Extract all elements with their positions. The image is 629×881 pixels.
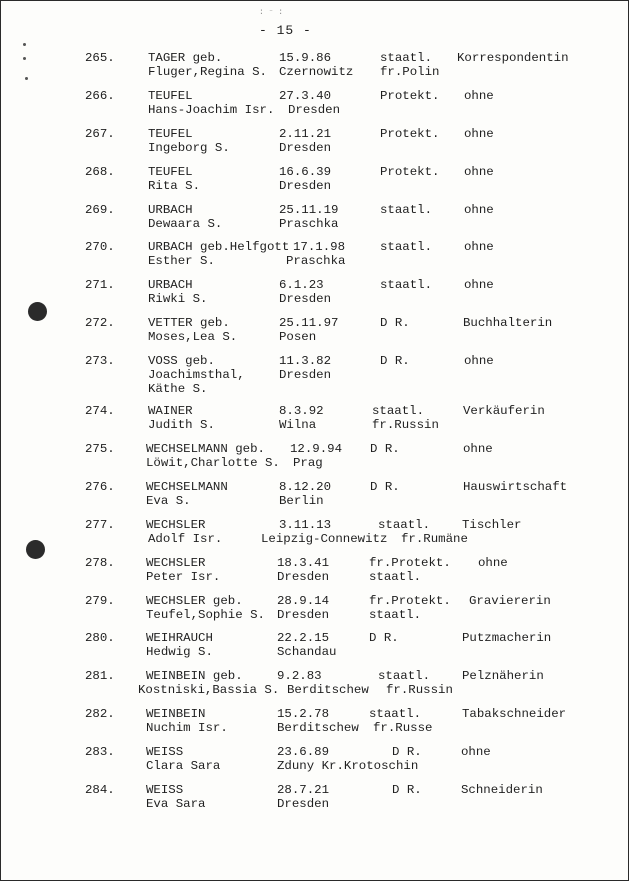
list-item [1,274,629,312]
entry-occupation: Buchhalterin [463,316,553,331]
list-item [1,590,629,628]
entry-occupation: Hauswirtschaft [463,479,568,494]
entry-birth-date: 15.9.86 [279,51,332,65]
entry-given-name: Teufel,Sophie S. [146,607,265,622]
entry-given-name: Joachimsthal, [148,368,245,383]
entry-surname: VOSS geb. [148,354,215,369]
entry-birth-place: Schandau [277,645,337,660]
entry-nationality: staatl. [378,517,431,532]
entry-birth-date: 23.6.89 [277,745,330,760]
entry-birth-date: 28.7.21 [277,783,330,798]
entry-occupation: ohne [464,240,494,255]
list-item [1,85,629,123]
entry-birth-place: Leipzig-Connewitz [261,531,388,546]
entry-birth-date: 6.1.23 [279,278,324,293]
entry-nationality: D R. [370,479,400,494]
entry-nationality: staatl. [369,707,422,722]
entry-number: 267. [85,126,115,141]
entry-occupation: Putzmacherin [462,631,552,646]
list-item [1,47,629,85]
entries-list [1,47,629,817]
list-item [1,123,629,161]
entry-birth-place: Dresden [277,607,330,622]
entry-nationality: staatl. [380,278,433,293]
entry-birth-date: 28.9.14 [277,593,330,608]
entry-surname: VETTER geb. [148,316,230,331]
entry-birth-place: Dresden [277,569,330,584]
entry-number: 272. [85,316,115,331]
entry-given-name: Eva Sara [146,797,206,812]
entry-surname: TAGER geb. [148,51,223,65]
entry-birth-place: Wilna [279,418,317,433]
entry-given-name: Dewaara S. [148,216,223,231]
entry-number: 280. [85,631,115,646]
list-item [1,665,629,703]
entry-birth-place: Prag [293,456,323,471]
entry-number: 273. [85,354,115,369]
entry-nationality: D R. [380,354,410,369]
page-number: - 15 - [259,23,312,38]
entry-given-name: Judith S. [148,418,215,433]
entry-birth-date: 17.1.98 [293,240,346,255]
entry-given-name: Esther S. [148,254,215,269]
entry-birth-date: 16.6.39 [279,164,332,179]
entry-number: 278. [85,555,115,570]
list-item [1,400,629,438]
entry-birth-place: Berlin [279,493,324,508]
entry-birth-place: Dresden [279,368,332,383]
entry-occupation: Verkäuferin [463,404,545,419]
entry-birth-date: 25.11.97 [279,316,339,331]
list-item [1,438,629,476]
entry-given-name: Löwit,Charlotte S. [146,456,280,471]
entry-surname: WEISS [146,745,184,760]
list-item [1,199,629,237]
entry-occupation: Graviererin [469,593,551,608]
entry-number: 274. [85,404,115,419]
entry-number: 279. [85,593,115,608]
entry-occupation: ohne [464,164,494,179]
entry-occupation: Tischler [462,517,522,532]
entry-surname: WECHSLER geb. [146,593,243,608]
entry-given-name: Rita S. [148,178,201,193]
entry-birth-place: Berditschew [277,721,359,736]
entry-birth-date: 18.3.41 [277,555,330,570]
entry-birth-place: Czernowitz [279,65,354,79]
entry-nationality: Protekt. [380,126,440,141]
entry-number: 275. [85,442,115,457]
entry-nationality-note: fr.Polin [380,65,440,79]
entry-number: 265. [85,51,115,65]
list-item [1,161,629,199]
entry-nationality-note: fr.Rumäne [401,531,468,546]
entry-surname: URBACH [148,278,193,293]
entry-given-name: Fluger,Regina S. [148,65,267,79]
entry-given-name: Eva S. [146,493,191,508]
entry-nationality: Protekt. [380,88,440,103]
entry-birth-place: Dresden [277,797,330,812]
entry-nationality: fr.Protekt. [369,555,451,570]
entry-nationality: D R. [392,783,422,798]
entry-nationality: D R. [369,631,399,646]
entry-surname: WECHSLER [146,555,206,570]
top-marks: : ⁻ : [259,8,284,17]
entry-birth-place: Berditschew [287,683,369,698]
entry-nationality: staatl. [380,240,433,255]
entry-surname: WEINBEIN geb. [146,669,243,684]
entry-surname: WECHSLER [146,517,206,532]
entry-number: 284. [85,783,115,798]
entry-nationality: staatl. [372,404,425,419]
entry-given-name: Hans-Joachim Isr. [148,102,275,117]
entry-surname: URBACH geb.Helfgott [148,240,290,255]
entry-birth-place: Praschka [286,254,346,269]
list-item [1,552,629,590]
entry-surname: TEUFEL [148,88,193,103]
entry-occupation: ohne [464,126,494,141]
list-item [1,312,629,350]
list-item [1,476,629,514]
entry-occupation: Tabakschneider [462,707,567,722]
entry-surname: TEUFEL [148,164,193,179]
entry-birth-place: Dresden [279,292,332,307]
entry-birth-date: 8.12.20 [279,479,332,494]
entry-nationality: staatl. [380,202,433,217]
list-item [1,627,629,665]
entry-birth-place: Zduny Kr.Krotoschin [277,759,419,774]
entry-occupation: ohne [461,745,491,760]
entry-given-name: Hedwig S. [146,645,213,660]
entry-occupation: ohne [463,442,493,457]
entry-nationality-note: staatl. [369,607,422,622]
entry-birth-date: 2.11.21 [279,126,332,141]
entry-occupation: ohne [464,202,494,217]
entry-given-name: Riwki S. [148,292,208,307]
entry-surname: WEINBEIN [146,707,206,722]
entry-nationality-note: fr.Russe [373,721,433,736]
entry-occupation: ohne [464,354,494,369]
entry-nationality: D R. [370,442,400,457]
entry-nationality-note: fr.Russin [372,418,439,433]
entry-number: 270. [85,240,115,255]
entry-number: 266. [85,88,115,103]
entry-number: 268. [85,164,115,179]
entry-birth-place: Praschka [279,216,339,231]
entry-given-name: Clara Sara [146,759,221,774]
margin-dot [23,43,26,46]
entry-nationality: D R. [392,745,422,760]
entry-nationality: staatl. [378,669,431,684]
entry-given-name: Ingeborg S. [148,140,230,155]
entry-given-name: Nuchim Isr. [146,721,228,736]
entry-surname: WECHSELMANN geb. [146,442,265,457]
entry-birth-date: 9.2.83 [277,669,322,684]
entry-given-name: Kostniski,Bassia S. [138,683,280,698]
entry-surname: URBACH [148,202,193,217]
entry-nationality-note: fr.Russin [386,683,453,698]
entry-surname: WEIHRAUCH [146,631,213,646]
entry-birth-date: 12.9.94 [290,442,343,457]
entry-nationality-note: staatl. [369,569,422,584]
entry-nationality: Protekt. [380,164,440,179]
entry-given-name: Moses,Lea S. [148,330,238,345]
entry-given-name: Adolf Isr. [148,531,223,546]
entry-given-name-cont: Käthe S. [148,382,208,397]
entry-surname: WECHSELMANN [146,479,228,494]
entry-number: 277. [85,517,115,532]
entry-number: 283. [85,745,115,760]
entry-occupation: ohne [464,88,494,103]
entry-occupation: Pelznäherin [462,669,544,684]
list-item [1,236,629,274]
entry-birth-place: Dresden [279,140,332,155]
list-item [1,741,629,779]
entry-occupation: Korrespondentin [457,51,569,65]
entry-number: 271. [85,278,115,293]
entry-surname: TEUFEL [148,126,193,141]
entry-birth-date: 3.11.13 [279,517,332,532]
entry-birth-date: 15.2.78 [277,707,330,722]
entry-number: 276. [85,479,115,494]
list-item [1,514,629,552]
entry-birth-date: 22.2.15 [277,631,330,646]
entry-number: 281. [85,669,115,684]
entry-birth-place: Dresden [279,178,332,193]
entry-occupation: ohne [464,278,494,293]
entry-birth-place: Posen [279,330,317,345]
entry-birth-date: 25.11.19 [279,202,339,217]
entry-birth-place: Dresden [288,102,341,117]
entry-given-name: Peter Isr. [146,569,221,584]
entry-nationality: fr.Protekt. [369,593,451,608]
entry-birth-date: 27.3.40 [279,88,332,103]
entry-nationality: staatl. [380,51,433,65]
entry-surname: WEISS [146,783,184,798]
list-item [1,350,629,400]
list-item [1,779,629,817]
entry-number: 282. [85,707,115,722]
entry-birth-date: 8.3.92 [279,404,324,419]
entry-occupation: ohne [478,555,508,570]
entry-birth-date: 11.3.82 [279,354,332,369]
entry-occupation: Schneiderin [461,783,543,798]
entry-surname: WAINER [148,404,193,419]
list-item [1,703,629,741]
entry-number: 269. [85,202,115,217]
entry-nationality: D R. [380,316,410,331]
